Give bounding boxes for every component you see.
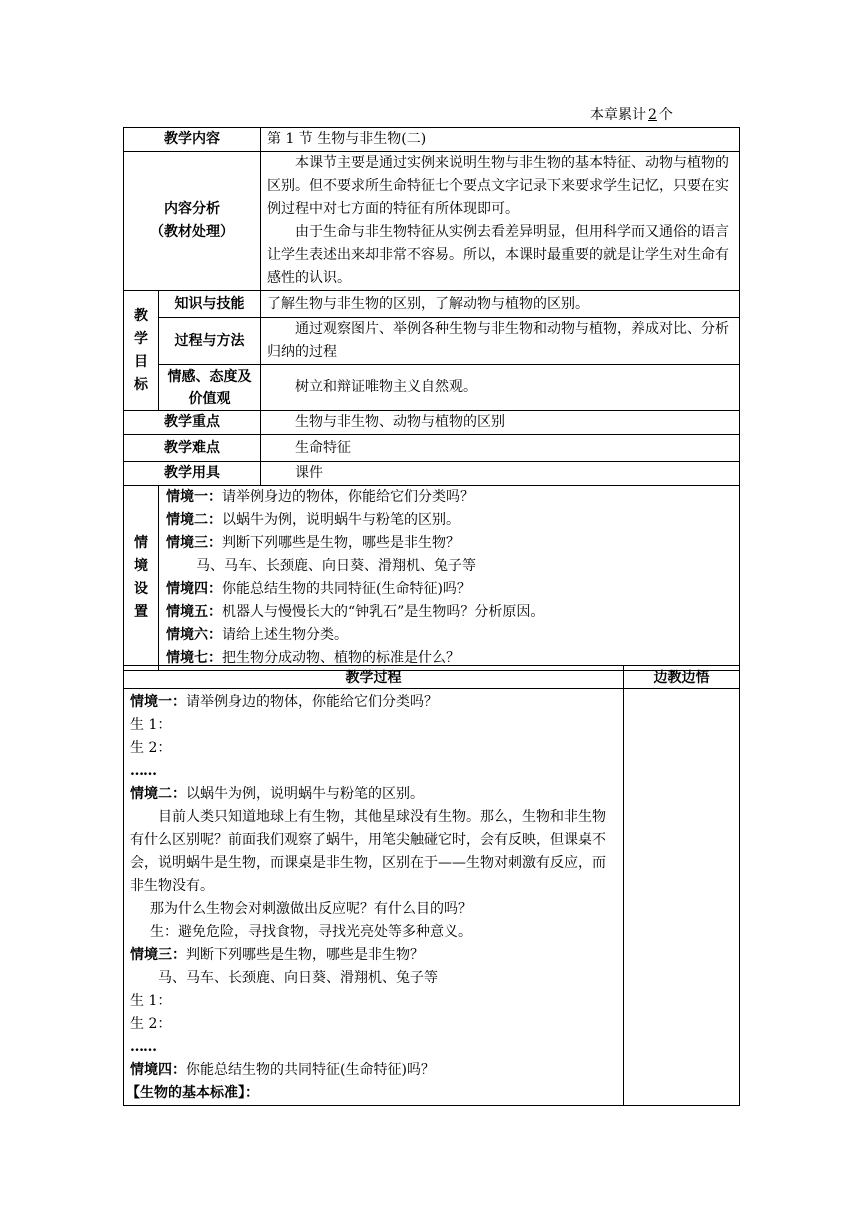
scenario-item-text: 请给上述生物分类。: [222, 627, 348, 643]
goals-label: [124, 291, 159, 411]
goals-label-char: 标: [134, 376, 148, 393]
scenario-label-char: 情: [134, 535, 148, 551]
process-scenario-text: 以蜗牛为例，说明蜗牛与粉笔的区别。: [186, 786, 424, 802]
process-scenario-label: 情境一：: [130, 694, 186, 710]
goals-label-char: 目: [134, 353, 148, 370]
process-scenario-text: 判断下列哪些是生物，哪些是非生物？: [186, 947, 424, 963]
process-line: ……: [130, 1039, 156, 1055]
reflection-column: [624, 689, 740, 1106]
analysis-label: [124, 152, 261, 291]
analysis-paragraph: 本课节主要是通过实例来说明生物与非生物的基本特征、动物与植物的区别。但不要求所生命特征七个要点文字记录下来要求学生记忆，只要在实例过程中对七方面的特征有所体现即可。: [267, 155, 729, 217]
key-point-value: 生物与非生物、动物与植物的区别: [261, 411, 740, 435]
process-header-row: [124, 666, 740, 689]
counter-suffix: 个: [658, 107, 673, 123]
scenario-item-label: 情境一：: [166, 489, 222, 505]
scenario-item-label: 情境七：: [166, 650, 222, 666]
process-scenario-label: 情境三：: [130, 947, 186, 963]
knowledge-label: 知识与技能: [159, 291, 261, 318]
scenario-item: [166, 555, 739, 578]
analysis-row: [124, 152, 740, 291]
process-line: 那为什么生物会对刺激做出反应呢？有什么目的吗？: [150, 901, 472, 917]
scenario-row: [124, 486, 740, 671]
scenario-item: [166, 532, 739, 555]
difficulty-row: [124, 435, 740, 462]
process-scenario-label: 情境二：: [130, 786, 186, 802]
process-header: 教学过程: [124, 666, 624, 689]
scenario-item-text: 以蜗牛为例，说明蜗牛与粉笔的区别。: [222, 512, 460, 528]
counter-prefix: 本章累计: [590, 107, 646, 123]
scenario-item: [166, 578, 739, 601]
analysis-label-main: 内容分析: [164, 201, 220, 217]
process-method-label: 过程与方法: [159, 318, 261, 365]
scenario-label-char: 境: [134, 558, 148, 574]
emotion-label-line: 情感、态度及: [167, 368, 252, 385]
reflection-header: 边教边悟: [624, 666, 740, 689]
process-method-row: [124, 318, 740, 365]
tools-value: 课件: [261, 462, 740, 486]
process-scenario-text: 请举例身边的物体，你能给它们分类吗？: [186, 694, 438, 710]
process-line: [130, 1059, 619, 1082]
difficulty-value: 生命特征: [261, 435, 740, 462]
process-line: [130, 944, 619, 967]
process-scenario-text: 你能总结生物的共同特征(生命特征)吗？: [186, 1062, 435, 1078]
lesson-plan-table: [123, 127, 740, 671]
analysis-value: [261, 152, 740, 291]
analysis-label-sub: （教材处理）: [150, 224, 234, 240]
scenario-item-label: 情境二：: [166, 512, 222, 528]
scenario-item-label: 情境四：: [166, 581, 222, 597]
tools-label: 教学用具: [124, 462, 261, 486]
tools-row: [124, 462, 740, 486]
scenario-label-char: 设: [134, 581, 148, 597]
process-method-value: 通过观察图片、举例各种生物与非生物和动物与植物，养成对比、分析归纳的过程: [261, 318, 740, 365]
scenario-item-text: 马、马车、长颈鹿、向日葵、滑翔机、兔子等: [196, 558, 476, 574]
scenario-item: [166, 624, 739, 647]
goals-label-char: 学: [134, 330, 148, 347]
emotion-value: 树立和辩证唯物主义自然观。: [261, 365, 740, 411]
scenario-item: [166, 509, 739, 532]
scenario-item-text: 你能总结生物的共同特征(生命特征)吗？: [222, 581, 471, 597]
process-paragraph: 目前人类只知道地球上有生物，其他星球没有生物。那么，生物和非生物有什么区别呢？前面我们观察了蜗牛，用笔尖触碰它时，会有反映，但课桌不会，说明蜗牛是生物，而课桌是非生物，区别在于——生物对刺激有反应，而非生物没有。: [130, 809, 606, 894]
process-line: 生 2：: [130, 1016, 172, 1032]
process-line: 马、马车、长颈鹿、向日葵、滑翔机、兔子等: [158, 970, 438, 986]
chapter-counter: [590, 104, 673, 124]
scenario-item-text: 请举例身边的物体，你能给它们分类吗？: [222, 489, 474, 505]
teaching-process-table: [123, 665, 740, 1106]
content-label: 教学内容: [124, 128, 261, 152]
scenario-list: [159, 486, 740, 671]
goals-label-char: 教: [134, 307, 148, 324]
scenario-item-label: 情境六：: [166, 627, 222, 643]
knowledge-value: 了解生物与非生物的区别，了解动物与植物的区别。: [261, 291, 740, 318]
process-line: [130, 691, 619, 714]
scenario-item-text: 机器人与慢慢长大的“钟乳石”是生物吗？分析原因。: [222, 604, 545, 620]
counter-value: 2: [648, 107, 657, 123]
emotion-label: [159, 365, 261, 411]
process-line: 【生物的基本标准】：: [126, 1085, 259, 1101]
process-body-row: [124, 689, 740, 1106]
process-scenario-label: 情境四：: [130, 1062, 186, 1078]
process-line: 生 1：: [130, 717, 172, 733]
scenario-item-label: 情境三：: [166, 535, 222, 551]
key-point-row: [124, 411, 740, 435]
difficulty-label: 教学难点: [124, 435, 261, 462]
scenario-item-text: 判断下列哪些是生物，哪些是非生物？: [222, 535, 460, 551]
content-row: [124, 128, 740, 152]
process-content: [124, 689, 624, 1106]
process-line: 生 1：: [130, 993, 172, 1009]
content-value: 第 1 节 生物与非生物(二): [261, 128, 740, 152]
scenario-item-text: 把生物分成动物、植物的标准是什么？: [222, 650, 460, 666]
process-line: 生 2：: [130, 740, 172, 756]
emotion-row: [124, 365, 740, 411]
scenario-item-label: 情境五：: [166, 604, 222, 620]
process-line: [130, 783, 619, 806]
emotion-label-line: 价值观: [188, 390, 231, 407]
process-line: 生：避免危险，寻找食物，寻找光亮处等多种意义。: [150, 924, 472, 940]
scenario-item: [166, 601, 739, 624]
process-line: ……: [130, 763, 156, 779]
scenario-label: [124, 486, 159, 671]
analysis-paragraph: 由于生命与非生物特征从实例去看差异明显，但用科学而又通俗的语言让学生表述出来却非常不容易。所以，本课时最重要的就是让学生对生命有感性的认识。: [267, 224, 729, 286]
scenario-item: [166, 486, 739, 509]
key-point-label: 教学重点: [124, 411, 261, 435]
knowledge-row: [124, 291, 740, 318]
scenario-label-char: 置: [134, 604, 148, 620]
